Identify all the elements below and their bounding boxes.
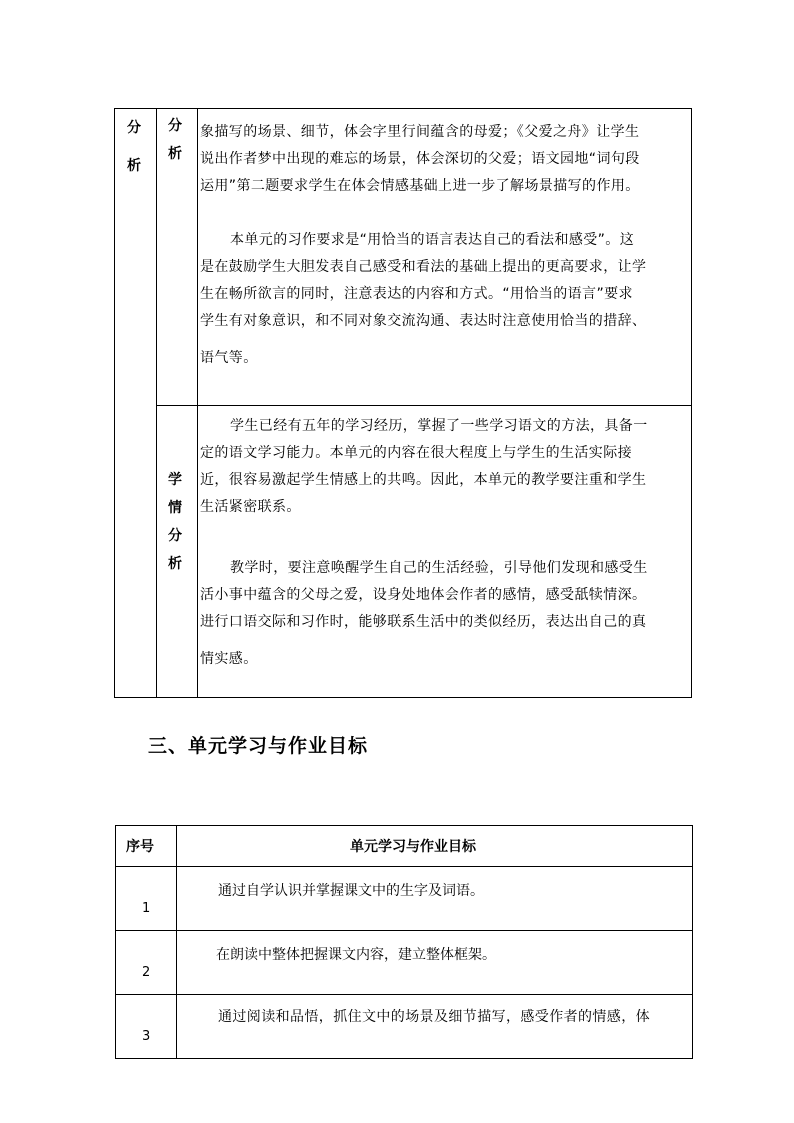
row-goal-text: 通过自学认识并掌握课文中的生字及词语。 [218, 883, 484, 899]
text-line: 说出作者梦中出现的难忘的场景，体会深切的父爱；语文园地“词句段 [200, 151, 640, 167]
table2-row-divider [115, 994, 693, 995]
section2-label-char: 学 [168, 472, 182, 488]
section1-label [168, 118, 182, 162]
text-line: 本单元的习作要求是“用恰当的语言表达自己的看法和感受”。这 [230, 232, 635, 248]
section1-label-char: 析 [168, 146, 182, 162]
section2-label-char: 情 [168, 500, 182, 516]
table2-column-divider [176, 825, 177, 1059]
text-line: 生在畅所欲言的同时，注意表达的内容和方式。“用恰当的语言”要求 [200, 286, 633, 302]
table2-left-border [115, 825, 116, 1059]
table1-bottom-border [114, 697, 692, 698]
row-number: 1 [142, 901, 151, 916]
section2-label [168, 472, 182, 572]
text-line: 活小事中蕴含的父母之爱，设身处地体会作者的感情，感受舐犊情深。 [200, 587, 647, 603]
outer-label-char: 析 [127, 158, 141, 174]
text-line: 情实感。 [200, 651, 258, 667]
table2-row-divider [115, 930, 693, 931]
section2-paragraph-2 [200, 555, 690, 673]
text-line: 生活紧密联系。 [200, 499, 301, 515]
section1-paragraph-2 [200, 227, 690, 372]
row-goal-text: 在朗读中整体把握课文内容，建立整体框架。 [216, 947, 496, 963]
table2-bottom-border [115, 1058, 693, 1059]
row-number: 2 [142, 965, 151, 980]
table1-divider-2 [197, 108, 198, 698]
text-line: 运用”第二题要求学生在体会情感基础上进一步了解场景描写的作用。 [200, 178, 640, 194]
text-line: 是在鼓励学生大胆发表自己感受和看法的基础上提出的更高要求，让学 [200, 259, 647, 275]
text-line: 近，很容易激起学生情感上的共鸣。因此，本单元的教学要注重和学生 [200, 472, 647, 488]
table1-left-border [114, 108, 115, 698]
table2-top-border [115, 825, 693, 826]
text-line: 学生已经有五年的学习经历，掌握了一些学习语文的方法，具备一 [230, 418, 648, 434]
outer-label [127, 120, 141, 174]
text-line: 定的语文学习能力。本单元的内容在很大程度上与学生的生活实际接 [200, 445, 632, 461]
section2-label-char: 分 [168, 528, 182, 544]
section2-label-char: 析 [168, 556, 182, 572]
text-line: 进行口语交际和习作时，能够联系生活中的类似经历，表达出自己的真 [200, 614, 647, 630]
outer-label-char: 分 [127, 120, 141, 136]
header-goal: 单元学习与作业目标 [350, 839, 476, 855]
section1-paragraph-1 [200, 119, 690, 200]
row-number: 3 [142, 1029, 151, 1044]
row-goal-text: 通过阅读和品悟，抓住文中的场景及细节描写，感受作者的情感，体 [218, 1009, 650, 1025]
table2-right-border [692, 825, 693, 1059]
text-line: 教学时，要注意唤醒学生自己的生活经验，引导他们发现和感受生 [230, 560, 648, 576]
text-line: 学生有对象意识，和不同对象交流沟通、表达时注意使用恰当的措辞、 [200, 313, 647, 329]
header-number: 序号 [126, 839, 154, 855]
text-line: 语气等。 [200, 350, 258, 366]
section1-label-char: 分 [168, 118, 182, 134]
table1-right-border [691, 108, 692, 698]
section-heading: 三、单元学习与作业目标 [148, 735, 369, 757]
section2-paragraph-1 [200, 413, 690, 521]
table1-divider-1 [156, 108, 157, 698]
table1-row-divider [156, 405, 692, 406]
text-line: 象描写的场景、细节，体会字里行间蕴含的母爱；《父爱之舟》让学生 [200, 124, 640, 140]
table1-top-border [114, 108, 692, 109]
table2-header-divider [115, 866, 693, 867]
